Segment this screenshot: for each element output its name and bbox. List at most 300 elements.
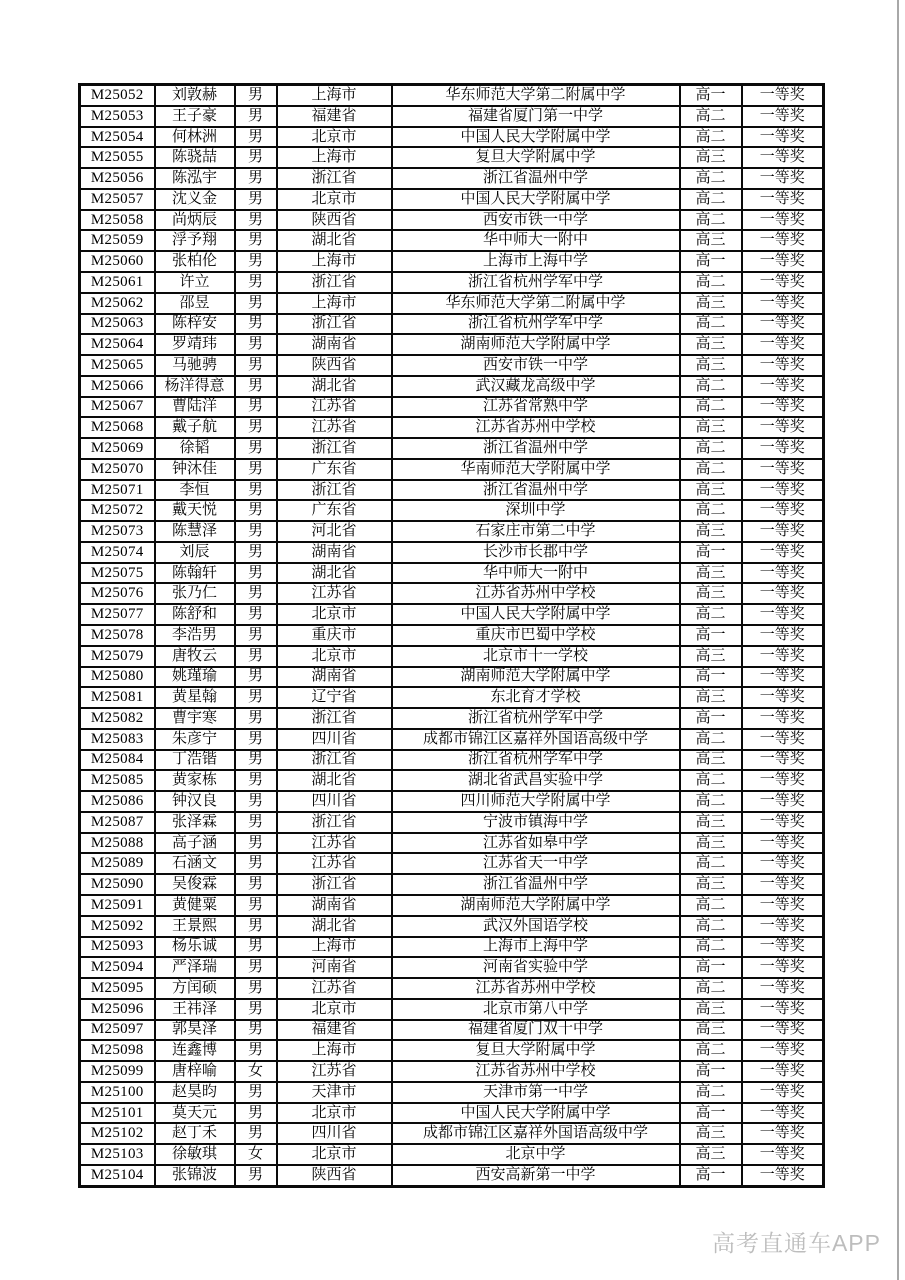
table-row	[80, 1144, 824, 1165]
cell-province: 湖南省	[277, 667, 392, 688]
cell-award: 一等奖	[742, 957, 824, 978]
cell-province: 上海市	[277, 251, 392, 272]
award-table	[78, 83, 825, 1188]
cell-gender: 男	[235, 147, 277, 168]
cell-id: M25058	[80, 210, 155, 231]
cell-award: 一等奖	[742, 334, 824, 355]
cell-award: 一等奖	[742, 1040, 824, 1061]
cell-id: M25064	[80, 334, 155, 355]
cell-award: 一等奖	[742, 459, 824, 480]
table-row	[80, 397, 824, 418]
cell-name: 黄健粟	[155, 895, 235, 916]
cell-id: M25088	[80, 833, 155, 854]
cell-school: 华南师范大学附属中学	[392, 459, 680, 480]
table-row	[80, 355, 824, 376]
cell-name: 朱彦宁	[155, 729, 235, 750]
table-row	[80, 438, 824, 459]
cell-school: 江苏省天一中学	[392, 853, 680, 874]
cell-name: 李浩男	[155, 625, 235, 646]
cell-grade: 高二	[680, 1082, 742, 1103]
cell-name: 黄家栋	[155, 770, 235, 791]
cell-province: 北京市	[277, 1144, 392, 1165]
cell-grade: 高二	[680, 729, 742, 750]
cell-gender: 女	[235, 1144, 277, 1165]
cell-school: 河南省实验中学	[392, 957, 680, 978]
cell-gender: 男	[235, 106, 277, 127]
cell-name: 陈慧泽	[155, 521, 235, 542]
cell-school: 中国人民大学附属中学	[392, 189, 680, 210]
cell-gender: 男	[235, 563, 277, 584]
cell-award: 一等奖	[742, 791, 824, 812]
cell-id: M25059	[80, 230, 155, 251]
cell-name: 唐牧云	[155, 646, 235, 667]
cell-grade: 高三	[680, 480, 742, 501]
cell-school: 中国人民大学附属中学	[392, 604, 680, 625]
cell-grade: 高三	[680, 1144, 742, 1165]
cell-grade: 高二	[680, 168, 742, 189]
cell-school: 四川师范大学附属中学	[392, 791, 680, 812]
cell-id: M25079	[80, 646, 155, 667]
cell-province: 四川省	[277, 791, 392, 812]
cell-gender: 男	[235, 272, 277, 293]
cell-grade: 高三	[680, 646, 742, 667]
cell-school: 北京中学	[392, 1144, 680, 1165]
cell-award: 一等奖	[742, 542, 824, 563]
table-row	[80, 563, 824, 584]
cell-name: 陈舒和	[155, 604, 235, 625]
cell-school: 福建省厦门双十中学	[392, 1020, 680, 1041]
cell-gender: 男	[235, 210, 277, 231]
cell-id: M25063	[80, 314, 155, 335]
cell-id: M25102	[80, 1123, 155, 1144]
cell-name: 杨乐诚	[155, 937, 235, 958]
cell-name: 钟汉良	[155, 791, 235, 812]
cell-award: 一等奖	[742, 397, 824, 418]
cell-gender: 男	[235, 791, 277, 812]
cell-grade: 高一	[680, 1165, 742, 1187]
cell-gender: 男	[235, 542, 277, 563]
cell-province: 江苏省	[277, 397, 392, 418]
cell-grade: 高二	[680, 791, 742, 812]
cell-id: M25096	[80, 999, 155, 1020]
cell-grade: 高二	[680, 853, 742, 874]
cell-id: M25056	[80, 168, 155, 189]
cell-id: M25097	[80, 1020, 155, 1041]
table-row	[80, 708, 824, 729]
cell-name: 李恒	[155, 480, 235, 501]
cell-name: 王子豪	[155, 106, 235, 127]
table-row	[80, 106, 824, 127]
cell-school: 华东师范大学第二附属中学	[392, 85, 680, 106]
cell-name: 沈义金	[155, 189, 235, 210]
cell-id: M25060	[80, 251, 155, 272]
cell-award: 一等奖	[742, 1103, 824, 1124]
cell-name: 钟沐佳	[155, 459, 235, 480]
cell-award: 一等奖	[742, 1020, 824, 1041]
cell-award: 一等奖	[742, 1082, 824, 1103]
cell-gender: 男	[235, 230, 277, 251]
cell-province: 浙江省	[277, 314, 392, 335]
cell-school: 福建省厦门第一中学	[392, 106, 680, 127]
table-row	[80, 1123, 824, 1144]
cell-award: 一等奖	[742, 147, 824, 168]
cell-school: 浙江省杭州学军中学	[392, 314, 680, 335]
cell-grade: 高三	[680, 750, 742, 771]
cell-grade: 高三	[680, 1020, 742, 1041]
cell-province: 北京市	[277, 127, 392, 148]
cell-award: 一等奖	[742, 708, 824, 729]
cell-school: 长沙市长郡中学	[392, 542, 680, 563]
table-row	[80, 957, 824, 978]
cell-gender: 男	[235, 1165, 277, 1187]
table-row	[80, 1020, 824, 1041]
cell-gender: 男	[235, 480, 277, 501]
cell-province: 北京市	[277, 1103, 392, 1124]
cell-gender: 男	[235, 978, 277, 999]
cell-grade: 高三	[680, 833, 742, 854]
cell-award: 一等奖	[742, 251, 824, 272]
table-row	[80, 168, 824, 189]
table-row	[80, 542, 824, 563]
cell-gender: 男	[235, 251, 277, 272]
cell-province: 北京市	[277, 604, 392, 625]
cell-award: 一等奖	[742, 646, 824, 667]
cell-school: 华中师大一附中	[392, 563, 680, 584]
cell-school: 北京市十一学校	[392, 646, 680, 667]
cell-grade: 高二	[680, 978, 742, 999]
cell-gender: 男	[235, 1103, 277, 1124]
cell-name: 何林洲	[155, 127, 235, 148]
cell-province: 湖南省	[277, 895, 392, 916]
cell-gender: 男	[235, 417, 277, 438]
cell-name: 罗靖玮	[155, 334, 235, 355]
cell-province: 广东省	[277, 459, 392, 480]
cell-award: 一等奖	[742, 667, 824, 688]
cell-gender: 男	[235, 293, 277, 314]
table-row	[80, 127, 824, 148]
cell-name: 曹陆洋	[155, 397, 235, 418]
table-row	[80, 999, 824, 1020]
cell-id: M25087	[80, 812, 155, 833]
cell-name: 黄星翰	[155, 687, 235, 708]
cell-province: 天津市	[277, 1082, 392, 1103]
cell-grade: 高一	[680, 251, 742, 272]
cell-province: 四川省	[277, 1123, 392, 1144]
cell-province: 河北省	[277, 521, 392, 542]
cell-gender: 男	[235, 770, 277, 791]
cell-grade: 高二	[680, 500, 742, 521]
cell-award: 一等奖	[742, 604, 824, 625]
cell-province: 江苏省	[277, 978, 392, 999]
cell-id: M25073	[80, 521, 155, 542]
cell-award: 一等奖	[742, 770, 824, 791]
cell-name: 连鑫博	[155, 1040, 235, 1061]
table-row	[80, 625, 824, 646]
cell-school: 北京市第八中学	[392, 999, 680, 1020]
cell-grade: 高二	[680, 189, 742, 210]
cell-province: 江苏省	[277, 417, 392, 438]
cell-province: 上海市	[277, 937, 392, 958]
cell-name: 曹宇寒	[155, 708, 235, 729]
cell-grade: 高三	[680, 583, 742, 604]
cell-grade: 高三	[680, 521, 742, 542]
cell-school: 江苏省苏州中学校	[392, 1061, 680, 1082]
cell-school: 江苏省如皋中学	[392, 833, 680, 854]
cell-school: 湖南师范大学附属中学	[392, 334, 680, 355]
table-row	[80, 812, 824, 833]
cell-name: 杨洋得意	[155, 376, 235, 397]
cell-gender: 男	[235, 853, 277, 874]
cell-gender: 男	[235, 667, 277, 688]
table-row	[80, 646, 824, 667]
cell-award: 一等奖	[742, 521, 824, 542]
cell-name: 赵丁禾	[155, 1123, 235, 1144]
cell-name: 马驰骋	[155, 355, 235, 376]
cell-id: M25103	[80, 1144, 155, 1165]
cell-grade: 高三	[680, 563, 742, 584]
cell-school: 浙江省杭州学军中学	[392, 750, 680, 771]
table-row	[80, 230, 824, 251]
cell-province: 上海市	[277, 147, 392, 168]
cell-school: 华中师大一附中	[392, 230, 680, 251]
cell-school: 东北育才学校	[392, 687, 680, 708]
cell-name: 丁浩锴	[155, 750, 235, 771]
cell-award: 一等奖	[742, 480, 824, 501]
cell-award: 一等奖	[742, 583, 824, 604]
cell-school: 浙江省杭州学军中学	[392, 272, 680, 293]
cell-award: 一等奖	[742, 168, 824, 189]
cell-id: M25100	[80, 1082, 155, 1103]
cell-province: 河南省	[277, 957, 392, 978]
cell-id: M25053	[80, 106, 155, 127]
cell-grade: 高三	[680, 230, 742, 251]
cell-name: 郭昊泽	[155, 1020, 235, 1041]
cell-province: 广东省	[277, 500, 392, 521]
cell-award: 一等奖	[742, 729, 824, 750]
cell-province: 湖北省	[277, 230, 392, 251]
cell-gender: 男	[235, 937, 277, 958]
cell-province: 四川省	[277, 729, 392, 750]
cell-grade: 高三	[680, 1123, 742, 1144]
cell-id: M25062	[80, 293, 155, 314]
cell-grade: 高二	[680, 314, 742, 335]
page-right-edge-divider	[897, 0, 899, 1280]
cell-grade: 高三	[680, 355, 742, 376]
cell-province: 江苏省	[277, 583, 392, 604]
cell-gender: 男	[235, 708, 277, 729]
cell-award: 一等奖	[742, 127, 824, 148]
cell-school: 天津市第一中学	[392, 1082, 680, 1103]
cell-id: M25055	[80, 147, 155, 168]
table-row	[80, 1061, 824, 1082]
cell-grade: 高二	[680, 376, 742, 397]
cell-grade: 高二	[680, 397, 742, 418]
cell-gender: 男	[235, 500, 277, 521]
cell-gender: 男	[235, 459, 277, 480]
cell-name: 陈泓宇	[155, 168, 235, 189]
cell-id: M25098	[80, 1040, 155, 1061]
cell-grade: 高一	[680, 85, 742, 106]
table-row	[80, 750, 824, 771]
cell-province: 江苏省	[277, 833, 392, 854]
cell-award: 一等奖	[742, 417, 824, 438]
cell-province: 北京市	[277, 646, 392, 667]
cell-id: M25099	[80, 1061, 155, 1082]
cell-gender: 男	[235, 314, 277, 335]
cell-award: 一等奖	[742, 812, 824, 833]
cell-award: 一等奖	[742, 687, 824, 708]
table-row	[80, 210, 824, 231]
cell-school: 西安高新第一中学	[392, 1165, 680, 1187]
table-row	[80, 895, 824, 916]
cell-gender: 男	[235, 127, 277, 148]
award-winner-table	[78, 83, 822, 1188]
cell-gender: 男	[235, 521, 277, 542]
cell-school: 深圳中学	[392, 500, 680, 521]
cell-id: M25065	[80, 355, 155, 376]
table-row	[80, 687, 824, 708]
cell-id: M25104	[80, 1165, 155, 1187]
cell-id: M25052	[80, 85, 155, 106]
cell-award: 一等奖	[742, 874, 824, 895]
cell-gender: 男	[235, 397, 277, 418]
cell-id: M25090	[80, 874, 155, 895]
table-row	[80, 791, 824, 812]
cell-grade: 高二	[680, 127, 742, 148]
cell-gender: 男	[235, 957, 277, 978]
cell-name: 陈翰轩	[155, 563, 235, 584]
cell-award: 一等奖	[742, 916, 824, 937]
cell-school: 浙江省温州中学	[392, 480, 680, 501]
cell-award: 一等奖	[742, 937, 824, 958]
cell-name: 张泽霖	[155, 812, 235, 833]
table-row	[80, 272, 824, 293]
cell-province: 江苏省	[277, 853, 392, 874]
cell-school: 复旦大学附属中学	[392, 1040, 680, 1061]
cell-id: M25072	[80, 500, 155, 521]
cell-province: 上海市	[277, 1040, 392, 1061]
cell-province: 浙江省	[277, 438, 392, 459]
cell-award: 一等奖	[742, 438, 824, 459]
cell-grade: 高二	[680, 272, 742, 293]
cell-name: 邵昱	[155, 293, 235, 314]
cell-province: 浙江省	[277, 812, 392, 833]
table-row	[80, 417, 824, 438]
cell-award: 一等奖	[742, 625, 824, 646]
cell-award: 一等奖	[742, 189, 824, 210]
cell-province: 浙江省	[277, 272, 392, 293]
table-row	[80, 293, 824, 314]
cell-award: 一等奖	[742, 895, 824, 916]
cell-award: 一等奖	[742, 355, 824, 376]
cell-award: 一等奖	[742, 106, 824, 127]
cell-gender: 男	[235, 646, 277, 667]
cell-id: M25054	[80, 127, 155, 148]
cell-name: 浮予翔	[155, 230, 235, 251]
cell-grade: 高一	[680, 957, 742, 978]
cell-name: 徐韬	[155, 438, 235, 459]
cell-id: M25074	[80, 542, 155, 563]
table-row	[80, 1082, 824, 1103]
cell-award: 一等奖	[742, 85, 824, 106]
cell-name: 王祎泽	[155, 999, 235, 1020]
cell-award: 一等奖	[742, 1123, 824, 1144]
cell-gender: 男	[235, 85, 277, 106]
cell-province: 湖北省	[277, 563, 392, 584]
cell-id: M25061	[80, 272, 155, 293]
cell-province: 重庆市	[277, 625, 392, 646]
cell-id: M25082	[80, 708, 155, 729]
table-row	[80, 1040, 824, 1061]
cell-province: 江苏省	[277, 1061, 392, 1082]
cell-school: 上海市上海中学	[392, 937, 680, 958]
cell-school: 湖北省武昌实验中学	[392, 770, 680, 791]
cell-grade: 高一	[680, 1103, 742, 1124]
cell-id: M25067	[80, 397, 155, 418]
cell-grade: 高二	[680, 895, 742, 916]
cell-gender: 男	[235, 1082, 277, 1103]
cell-name: 戴子航	[155, 417, 235, 438]
cell-gender: 男	[235, 438, 277, 459]
cell-id: M25083	[80, 729, 155, 750]
cell-grade: 高一	[680, 625, 742, 646]
cell-province: 湖北省	[277, 376, 392, 397]
cell-gender: 男	[235, 999, 277, 1020]
table-row	[80, 1165, 824, 1187]
cell-grade: 高二	[680, 604, 742, 625]
cell-province: 北京市	[277, 999, 392, 1020]
cell-id: M25069	[80, 438, 155, 459]
cell-award: 一等奖	[742, 853, 824, 874]
cell-award: 一等奖	[742, 833, 824, 854]
cell-award: 一等奖	[742, 1144, 824, 1165]
cell-award: 一等奖	[742, 210, 824, 231]
cell-school: 上海市上海中学	[392, 251, 680, 272]
cell-province: 辽宁省	[277, 687, 392, 708]
cell-province: 上海市	[277, 85, 392, 106]
cell-school: 浙江省温州中学	[392, 874, 680, 895]
cell-gender: 男	[235, 604, 277, 625]
cell-name: 王景熙	[155, 916, 235, 937]
table-row	[80, 937, 824, 958]
cell-grade: 高二	[680, 438, 742, 459]
cell-grade: 高一	[680, 667, 742, 688]
cell-award: 一等奖	[742, 376, 824, 397]
cell-gender: 男	[235, 168, 277, 189]
cell-school: 江苏省常熟中学	[392, 397, 680, 418]
cell-grade: 高二	[680, 210, 742, 231]
cell-school: 浙江省温州中学	[392, 438, 680, 459]
table-row	[80, 334, 824, 355]
cell-school: 江苏省苏州中学校	[392, 583, 680, 604]
table-row	[80, 459, 824, 480]
table-row	[80, 376, 824, 397]
cell-gender: 男	[235, 812, 277, 833]
cell-school: 武汉藏龙高级中学	[392, 376, 680, 397]
cell-school: 浙江省杭州学军中学	[392, 708, 680, 729]
cell-id: M25066	[80, 376, 155, 397]
cell-name: 尚炳辰	[155, 210, 235, 231]
cell-school: 重庆市巴蜀中学校	[392, 625, 680, 646]
cell-gender: 男	[235, 729, 277, 750]
table-row	[80, 770, 824, 791]
cell-gender: 男	[235, 1020, 277, 1041]
cell-province: 陕西省	[277, 1165, 392, 1187]
cell-grade: 高三	[680, 687, 742, 708]
cell-school: 复旦大学附属中学	[392, 147, 680, 168]
cell-id: M25089	[80, 853, 155, 874]
cell-name: 莫天元	[155, 1103, 235, 1124]
